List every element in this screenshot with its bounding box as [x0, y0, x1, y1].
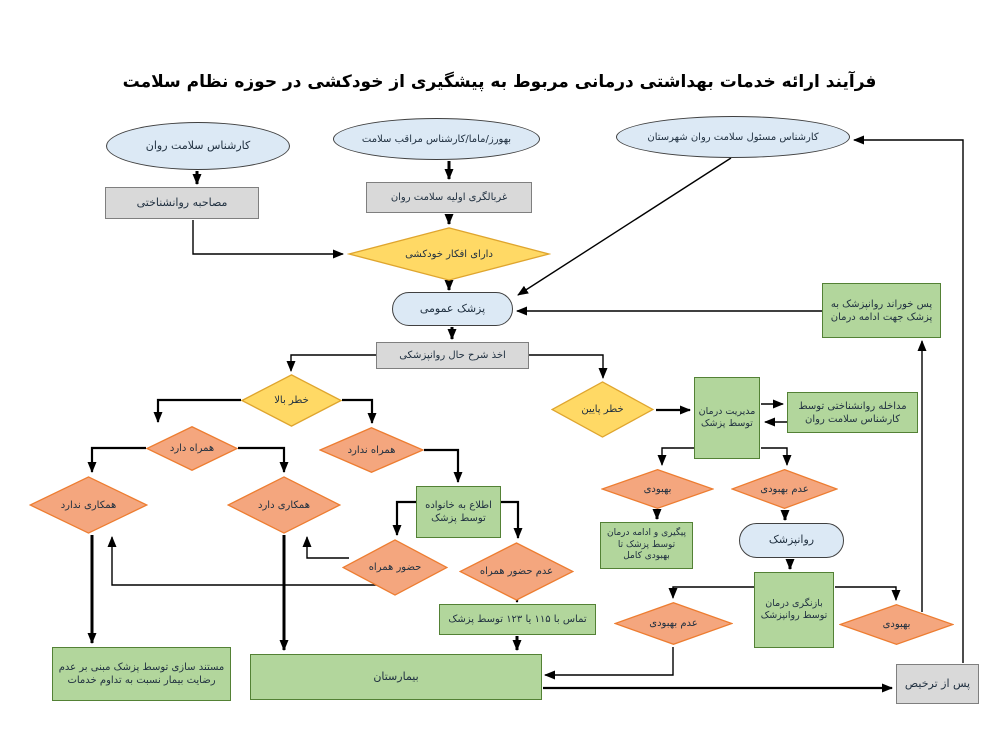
- node-treatment-management: [694, 377, 760, 459]
- arrow-review-to-recovery2: [835, 587, 896, 600]
- node-label: پس از ترخیص: [904, 676, 971, 690]
- node-low-risk: [551, 381, 654, 438]
- node-label: همراه دارد: [169, 443, 215, 454]
- arrow-history-to-highrisk: [291, 355, 376, 371]
- node-companion-present: [342, 539, 448, 596]
- node-label: عدم بهبودی: [760, 483, 809, 495]
- node-label: پزشک عمومی: [419, 301, 486, 315]
- node-label: غربالگری اولیه سلامت روان: [390, 192, 508, 203]
- node-suicidal-thoughts: [347, 227, 551, 281]
- node-county-expert: [616, 116, 850, 158]
- arrow-nocompanion-to-informfamily: [424, 450, 458, 482]
- node-label: خطر بالا: [274, 395, 309, 406]
- node-label: حضور همراه: [368, 562, 422, 573]
- node-has-companion: [146, 426, 238, 471]
- node-no-recovery: [731, 469, 838, 509]
- node-label: پس خوراند روانپزشک به پزشک جهت ادامه درمان: [830, 298, 933, 323]
- node-behvarz: [333, 118, 540, 160]
- node-label: دارای افکار خودکشی: [405, 248, 493, 260]
- node-label: اطلاع به خانواده توسط پزشک: [425, 500, 492, 524]
- node-recovery: [601, 469, 714, 509]
- node-psychiatrist: [739, 523, 844, 558]
- node-no-companion: [319, 427, 424, 473]
- arrow-informfamily-to-absent: [501, 502, 518, 538]
- arrow-hascompanion-to-cooperation: [238, 448, 284, 472]
- node-high-risk: [241, 374, 342, 427]
- node-label: مدیریت درمان توسط پزشک: [698, 405, 756, 429]
- node-treatment-review: [754, 572, 834, 648]
- node-label: بهورز/ماما/کارشناس مراقب سلامت: [361, 133, 512, 145]
- node-label: تماس با ۱۱۵ یا ۱۲۳ توسط پزشک: [448, 614, 587, 625]
- arrow-informfamily-to-present: [397, 502, 416, 535]
- node-psych-interview: [105, 187, 259, 219]
- node-companion-absent: [459, 542, 574, 601]
- node-inform-family: [416, 486, 501, 538]
- node-label: مستند سازی توسط پزشک مبنی بر عدم رضایت بیمار نسبت به تداوم خدمات: [58, 662, 225, 686]
- page-title: فرآیند ارائه خدمات بهداشتی درمانی مربوط به پیشگیری از خودکشی در حوزه نظام سلامت: [122, 72, 877, 92]
- arrow-norecovery2-to-hospital: [545, 647, 673, 675]
- node-label: خطر پایین: [581, 404, 624, 415]
- node-psychiatric-history: [376, 342, 529, 369]
- node-cooperation: [227, 476, 341, 534]
- arrow-mgmt-to-norecovery: [761, 448, 787, 465]
- arrow-mgmt-to-recovery: [662, 448, 694, 465]
- node-initial-screening: [366, 182, 532, 213]
- node-label: بیمارستان: [373, 669, 419, 683]
- node-follow-up: [600, 522, 693, 569]
- node-call-emergency: [439, 604, 596, 635]
- node-label: روانپزشک: [768, 533, 815, 547]
- arrow-review-to-norecovery2: [673, 587, 754, 598]
- node-psych-intervention: [787, 392, 918, 433]
- node-label: مصاحبه روانشناختی: [136, 195, 228, 209]
- node-no-recovery-after-review: [614, 602, 733, 645]
- node-label: همکاری ندارد: [60, 499, 117, 511]
- node-general-physician: [392, 292, 513, 326]
- arrow-highrisk-to-nocompanion: [342, 400, 372, 423]
- node-label: همراه ندارد: [347, 444, 396, 456]
- node-label: بهبودی: [643, 483, 672, 495]
- node-label: همکاری دارد: [258, 499, 310, 511]
- node-after-discharge: [896, 664, 979, 704]
- node-label: اخذ شرح حال روانپزشکی: [399, 350, 506, 361]
- arrow-hascompanion-to-nocooperation: [92, 448, 146, 472]
- node-recovery-after-review: [839, 604, 954, 645]
- node-label: عدم حضور همراه: [479, 566, 554, 577]
- node-documentation: [52, 647, 231, 701]
- node-label: بهبودی: [882, 619, 911, 630]
- arrow-highrisk-to-hascompanion: [158, 400, 241, 422]
- node-mental-health-expert: [106, 122, 290, 170]
- node-psychiatrist-feedback: [822, 283, 941, 338]
- node-no-cooperation: [29, 476, 148, 534]
- node-label: پیگیری و ادامه درمان توسط پزشک تا بهبودی کامل: [606, 527, 687, 562]
- node-label: کارشناس سلامت روان: [145, 138, 251, 152]
- arrow-interview-to-thoughts: [193, 220, 343, 254]
- node-label: بازنگری درمان توسط روانپزشک: [760, 597, 828, 621]
- node-label: کارشناس مسئول سلامت روان شهرستان: [647, 131, 819, 143]
- node-hospital: [250, 654, 542, 700]
- node-label: مداخله روانشناختی توسط کارشناس سلامت روان: [798, 400, 907, 425]
- arrow-history-to-lowrisk: [529, 355, 603, 378]
- node-label: عدم بهبودی: [649, 618, 698, 629]
